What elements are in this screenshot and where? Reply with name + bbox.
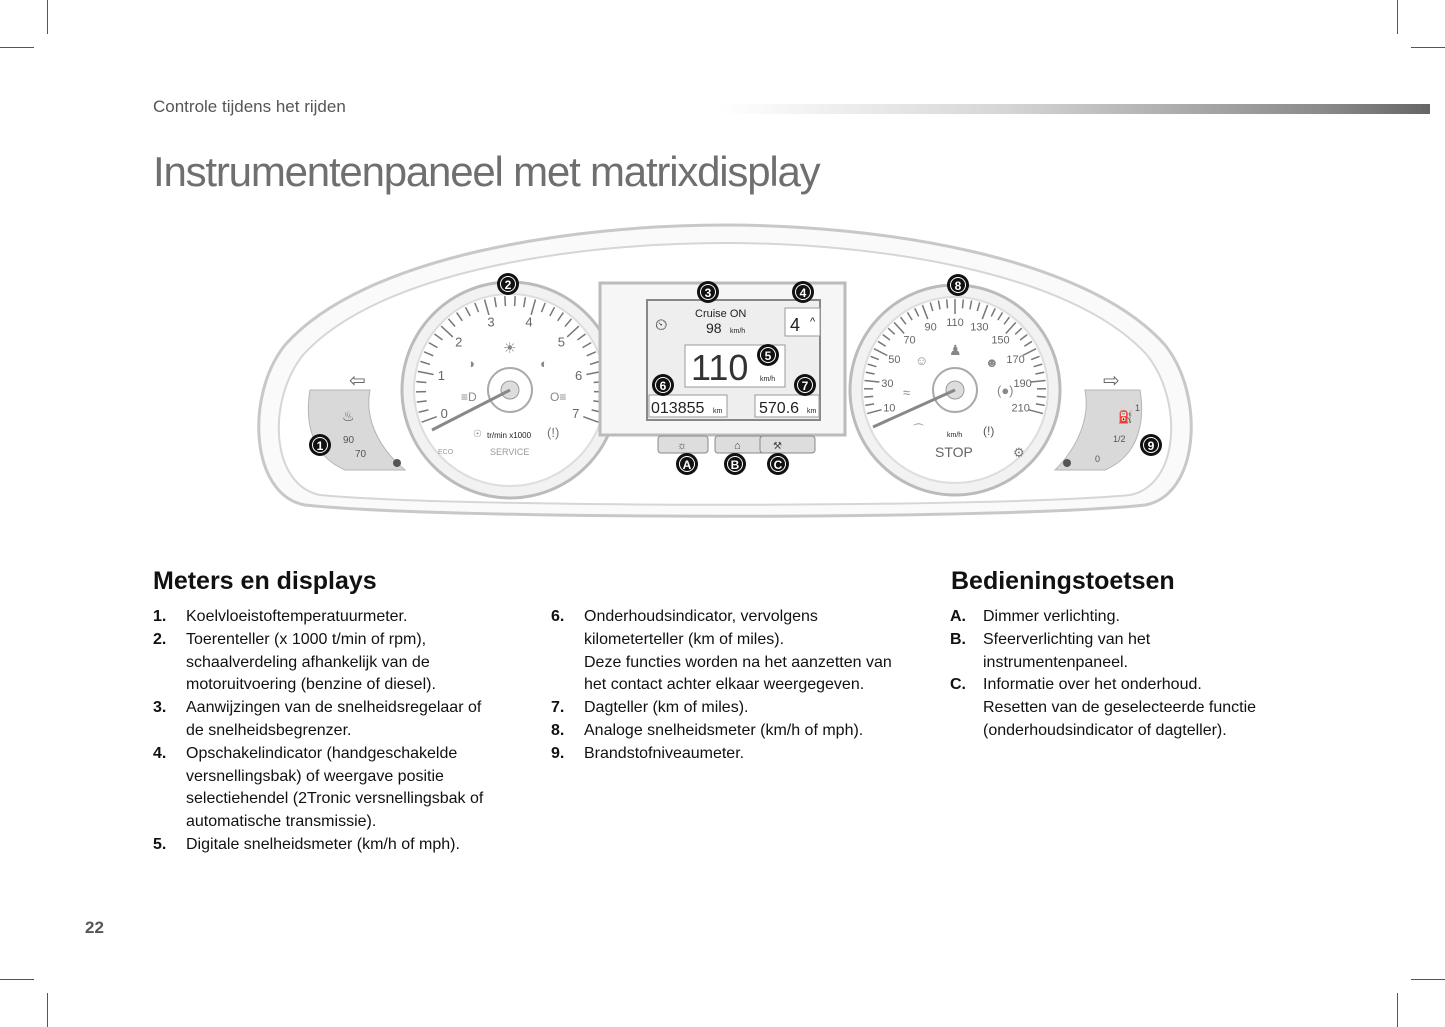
dial-tick <box>947 299 948 308</box>
svg-text:C: C <box>773 458 783 472</box>
callout-4 <box>792 281 814 303</box>
right-arrow-icon: ⇨ <box>1103 370 1120 392</box>
crop-mark <box>1411 47 1445 48</box>
engine-icon: ⚙ <box>1013 445 1025 460</box>
svg-text:9: 9 <box>1147 439 1155 453</box>
svg-text:1: 1 <box>316 439 324 453</box>
cruise-control-icon: ⏲ <box>655 317 668 334</box>
callout-3 <box>697 281 719 303</box>
tacho-label-2: 2 <box>455 334 463 350</box>
odometer: 013855 <box>651 400 705 417</box>
list-item: B. Sfeerverlichting van het instrumentenpaneel. <box>950 630 1151 671</box>
speedo-label-130: 130 <box>970 321 989 334</box>
speedo-label-30: 30 <box>881 377 894 390</box>
eco-label: ECO <box>438 449 454 456</box>
tachometer <box>402 282 618 498</box>
svg-text:7: 7 <box>801 379 809 393</box>
speedo-label-70: 70 <box>903 334 916 347</box>
svg-text:2: 2 <box>504 278 512 292</box>
tacho-label-1: 1 <box>437 368 446 384</box>
service-label: SERVICE <box>490 447 530 457</box>
instrument-cluster-illustration <box>245 205 1205 525</box>
dial-tick <box>864 396 873 397</box>
callout-1 <box>309 434 331 456</box>
list-item: 4. Opschakelindicator (handgeschakelde versnellingsbak) of weergave positie selectiehendel (2Tronic versnellingsbak of automatische transmissie). <box>153 744 484 831</box>
list-item: 7. Dagteller (km of miles). <box>551 699 749 717</box>
dial-tick <box>1037 396 1046 397</box>
ambient-light-icon: ⌂ <box>734 440 741 452</box>
gear-arrow: ^ <box>810 316 816 328</box>
abs-icon: (!) <box>983 424 995 438</box>
tripmeter-unit: km <box>807 408 817 415</box>
speedo-label-170: 170 <box>1006 354 1025 367</box>
tacho-label-7: 7 <box>572 405 580 421</box>
svg-text:6: 6 <box>659 379 667 393</box>
crop-mark <box>0 979 34 980</box>
list-item: C. Informatie over het onderhoud. Resetten van de geselecteerde functie (onderhoudsindicator of dagteller). <box>950 676 1257 739</box>
list-item: 3. Aanwijzingen van de snelheidsregelaar of de snelheidsbegrenzer. <box>153 699 482 739</box>
foglight-icon: ≡D <box>461 390 477 404</box>
list-item: 8. Analoge snelheidsmeter (km/h of mph). <box>551 721 864 739</box>
control-buttons <box>658 436 815 453</box>
callout-b <box>724 453 746 475</box>
tacho-label-4: 4 <box>525 314 533 330</box>
dial-tick <box>416 382 426 383</box>
fuel-icon: ⛽ <box>1118 410 1133 424</box>
meters-list-1 <box>153 606 523 857</box>
headlight-icon: ◐ <box>540 356 548 371</box>
odometer-unit: km <box>713 408 723 415</box>
tyre-pressure-icon: (!) <box>547 425 560 440</box>
speedo-label-110: 110 <box>946 317 964 329</box>
stop-label: STOP <box>935 444 973 460</box>
fuel-value-half: 1/2 <box>1113 434 1126 444</box>
svg-text:8: 8 <box>954 279 962 293</box>
crop-mark <box>0 47 34 48</box>
meters-heading: Meters en displays <box>153 567 377 595</box>
foglight-icon: O≡ <box>550 390 567 404</box>
list-item: A. Dimmer verlichting. <box>950 608 1120 625</box>
cruise-status: Cruise ON <box>695 308 747 320</box>
tacho-label-5: 5 <box>557 334 565 350</box>
callout-c <box>767 453 789 475</box>
speedo-label-10: 10 <box>883 402 896 415</box>
page-title: Instrumentenpaneel met matrixdisplay <box>153 148 820 195</box>
digital-speed: 110 <box>691 347 749 388</box>
speedo-label-90: 90 <box>924 321 937 334</box>
list-item: 2. Toerenteller (x 1000 t/min of rpm), schaalverdeling afhankelijk van de motoruitvoering (benzine of diesel). <box>153 630 436 694</box>
svg-text:3: 3 <box>704 286 712 300</box>
matrix-display <box>600 283 845 435</box>
page-number: 22 <box>85 918 104 937</box>
callout-5 <box>757 344 779 366</box>
callout-9 <box>1140 434 1162 456</box>
temp-value-70: 70 <box>355 449 367 460</box>
esp-icon: ≈ <box>903 385 911 400</box>
list-item: 1. Koelvloeistoftemperatuurmeter. <box>153 608 408 625</box>
coolant-icon: ♨ <box>342 408 355 424</box>
svg-text:4: 4 <box>799 286 807 300</box>
callout-2 <box>497 273 519 295</box>
fuel-value-full: 1 <box>1135 403 1141 413</box>
tripmeter: 570.6 <box>759 400 800 417</box>
autolight-icon: ☉ <box>473 429 482 440</box>
gear-indicator: 4 <box>790 315 801 335</box>
cruise-speed: 98 <box>706 320 722 336</box>
dial-tick <box>505 296 506 306</box>
meters-list-2 <box>551 606 931 766</box>
crop-mark <box>1397 993 1398 1027</box>
svg-text:5: 5 <box>764 349 772 363</box>
left-arrow-icon: ⇦ <box>349 370 366 392</box>
controls-heading: Bedieningstoetsen <box>951 567 1175 595</box>
fuel-value-empty: 0 <box>1095 454 1101 464</box>
tacho-label-3: 3 <box>487 314 495 330</box>
dimmer-icon: ☼ <box>677 440 688 452</box>
callout-a <box>676 453 698 475</box>
crop-mark <box>47 0 48 34</box>
headlight-icon: ◑ <box>467 356 475 371</box>
svg-text:B: B <box>730 458 740 472</box>
crop-mark <box>1397 0 1398 34</box>
cruise-speed-unit: km/h <box>730 328 746 335</box>
list-item: 6. Onderhoudsindicator, vervolgens kilometerteller (km of miles). Deze functies worden na het aanzetten van het contact achter elkaar weergegeven. <box>551 608 892 694</box>
lamp-icon: ⌒ <box>913 424 924 436</box>
speedo-label-210: 210 <box>1011 402 1030 415</box>
list-item: 9. Brandstofniveaumeter. <box>551 744 745 762</box>
temp-value-90: 90 <box>343 435 355 446</box>
speedometer <box>850 285 1060 495</box>
speedo-label-150: 150 <box>991 334 1010 347</box>
airbag-icon: ☺ <box>915 353 929 368</box>
callout-6 <box>652 374 674 396</box>
speedo-unit: km/h <box>947 432 963 439</box>
crop-mark <box>47 993 48 1027</box>
list-item: 5. Digitale snelheidsmeter (km/h of mph). <box>153 835 460 853</box>
button-c-shape <box>760 436 815 453</box>
dial-tick <box>963 299 964 308</box>
service-icon: ⚒ <box>773 441 782 452</box>
tacho-label-6: 6 <box>574 368 583 384</box>
passenger-airbag-icon: ☻ <box>985 355 999 370</box>
brake-icon: (●) <box>997 383 1014 398</box>
dial-tick <box>515 296 516 306</box>
tacho-unit: tr/min x1000 <box>487 431 532 440</box>
callout-8 <box>947 274 969 296</box>
header-bar <box>720 104 1430 114</box>
svg-text:A: A <box>682 458 692 472</box>
controls-list <box>950 606 1295 743</box>
seatbelt-icon: ♟ <box>949 342 962 358</box>
section-header: Controle tijdens het rijden <box>153 97 346 116</box>
tacho-label-0: 0 <box>440 405 448 421</box>
speedo-label-190: 190 <box>1013 377 1032 390</box>
digital-speed-unit: km/h <box>760 376 776 383</box>
callout-7 <box>794 374 816 396</box>
crop-mark <box>1411 979 1445 980</box>
sun-icon: ☀ <box>503 340 517 357</box>
speedo-label-50: 50 <box>888 354 901 367</box>
